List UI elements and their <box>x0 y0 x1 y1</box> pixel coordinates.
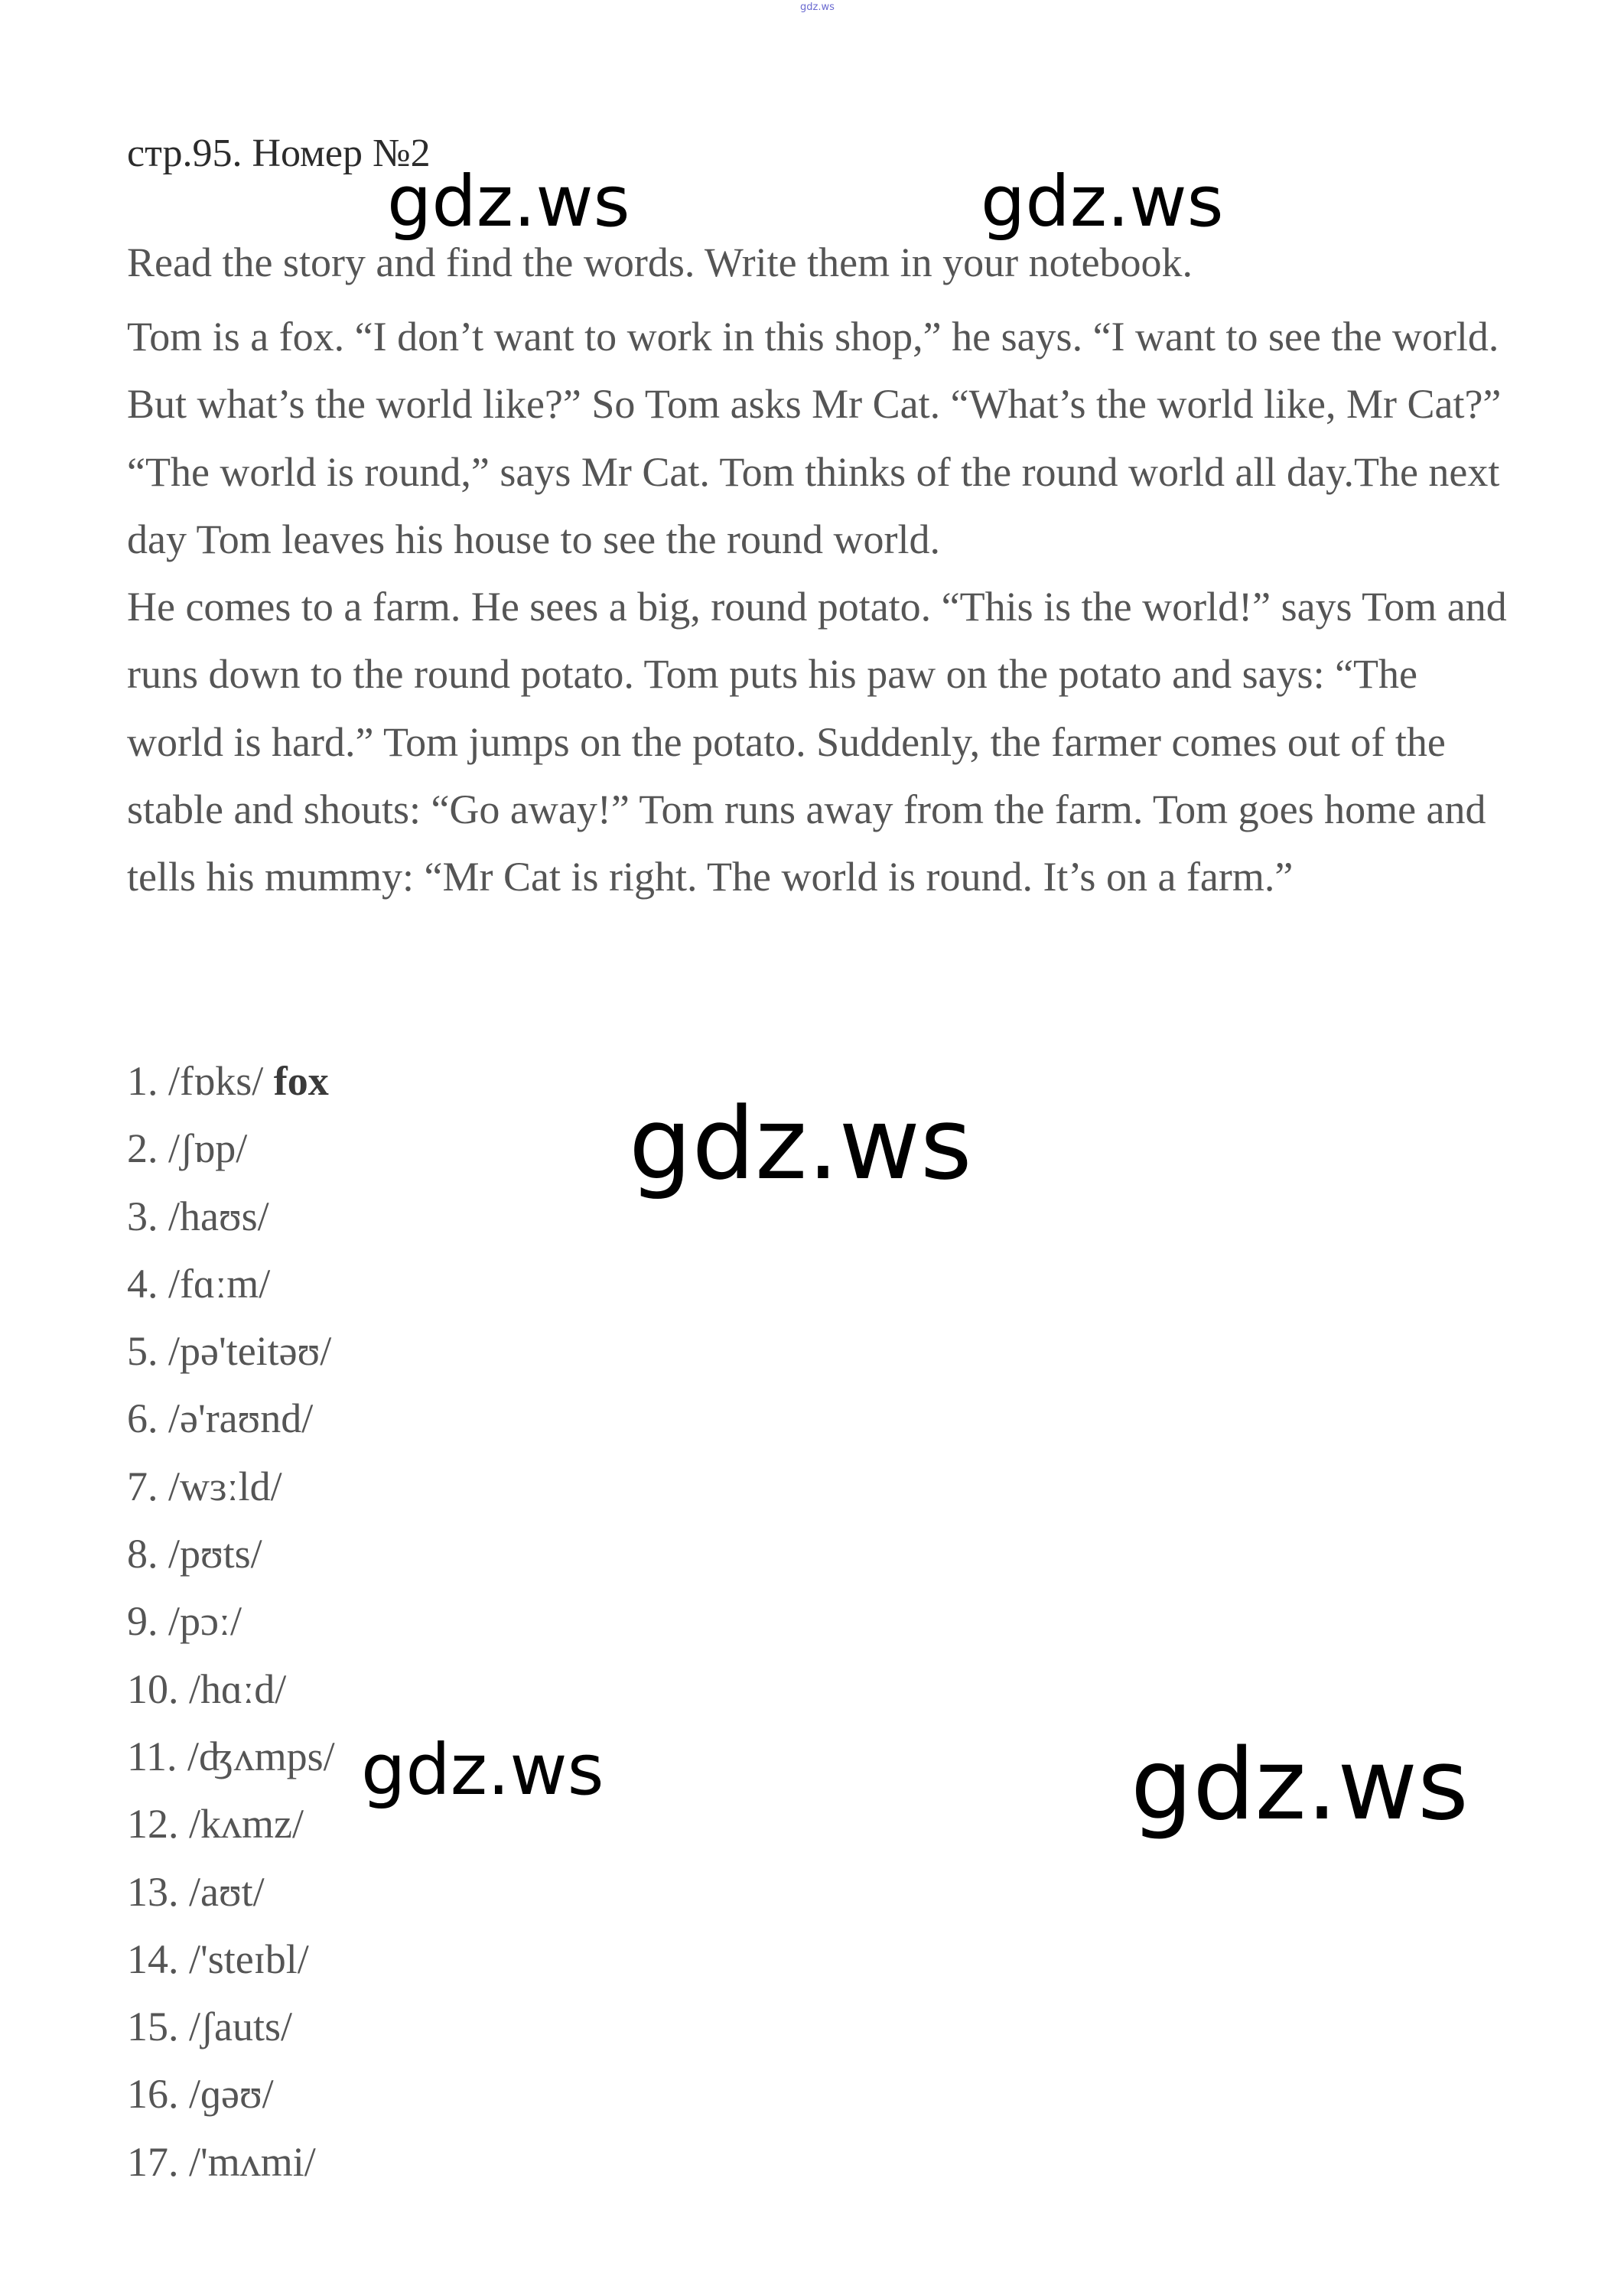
list-item <box>127 1453 335 1520</box>
list-item <box>127 1858 335 1926</box>
phonetic-word-list <box>127 1047 335 2196</box>
phonetic-transcription: 7. /wɜːld/ <box>127 1463 282 1509</box>
list-item <box>127 1587 335 1655</box>
watermark-top-left: gdz.ws <box>387 161 630 243</box>
list-item <box>127 1993 335 2060</box>
list-item <box>127 1385 335 1452</box>
list-item <box>127 2060 335 2128</box>
list-item <box>127 1520 335 1587</box>
list-item <box>127 1926 335 1993</box>
phonetic-transcription: 1. /fɒks/ <box>127 1058 264 1104</box>
list-item <box>127 1790 335 1857</box>
list-item <box>127 2128 335 2196</box>
phonetic-transcription: 15. /ʃauts/ <box>127 2004 292 2050</box>
task-instruction: Read the story and find the words. Write them in your notebook. <box>127 239 1193 285</box>
phonetic-transcription: 16. /ɡəʊ/ <box>127 2071 274 2118</box>
watermark-middle: gdz.ws <box>629 1086 972 1202</box>
phonetic-transcription: 4. /fɑːm/ <box>127 1260 271 1307</box>
phonetic-transcription: 17. /'mʌmi/ <box>127 2138 316 2185</box>
list-item <box>127 1047 335 1115</box>
answer-word: fox <box>273 1058 329 1104</box>
phonetic-transcription: 2. /ʃɒp/ <box>127 1125 248 1172</box>
phonetic-transcription: 8. /pʊts/ <box>127 1531 262 1577</box>
watermark-bottom-right: gdz.ws <box>1131 1728 1469 1842</box>
list-item <box>127 1250 335 1317</box>
list-item <box>127 1723 335 1790</box>
story-text <box>127 303 1519 911</box>
phonetic-transcription: 9. /pɔː/ <box>127 1598 242 1645</box>
phonetic-transcription: 11. /ʤʌmps/ <box>127 1733 335 1779</box>
page-heading: стр.95. Номер №2 <box>127 132 431 175</box>
story-paragraph-2: He comes to a farm. He sees a big, round potato. “This is the world!” says Tom and runs down to the round potato. Tom puts his paw on the potato and says: “The world is hard.” Tom jumps on the potato. Suddenly, the farmer comes out of the stable and shouts: “Go away!” Tom runs away from the farm. Tom goes home and tells his mummy: “Mr Cat is right. The world is round. It’s on a farm.” <box>127 584 1507 900</box>
list-item <box>127 1115 335 1182</box>
phonetic-transcription: 3. /haʊs/ <box>127 1193 269 1239</box>
phonetic-transcription: 14. /'steɪbl/ <box>127 1936 309 1982</box>
phonetic-transcription: 13. /aʊt/ <box>127 1868 265 1915</box>
list-item <box>127 1183 335 1250</box>
phonetic-transcription: 10. /hɑːd/ <box>127 1665 287 1712</box>
watermark-top-right: gdz.ws <box>981 161 1224 243</box>
list-item <box>127 1317 335 1385</box>
top-watermark-mark: gdz.ws <box>800 2 835 13</box>
list-item <box>127 1656 335 1723</box>
watermark-bottom-left: gdz.ws <box>361 1729 604 1811</box>
phonetic-transcription: 6. /ə'raʊnd/ <box>127 1395 314 1442</box>
phonetic-transcription: 5. /pə'teitəʊ/ <box>127 1328 332 1375</box>
phonetic-transcription: 12. /kʌmz/ <box>127 1801 304 1848</box>
story-paragraph-1: Tom is a fox. “I don’t want to work in this shop,” he says. “I want to see the world. But what’s the world like?” So Tom asks Mr Cat. “What’s the world like, Mr Cat?” “The world is round,” says Mr Cat. Tom thinks of the round world all day.The next day Tom leaves his house to see the round world. <box>127 314 1502 562</box>
